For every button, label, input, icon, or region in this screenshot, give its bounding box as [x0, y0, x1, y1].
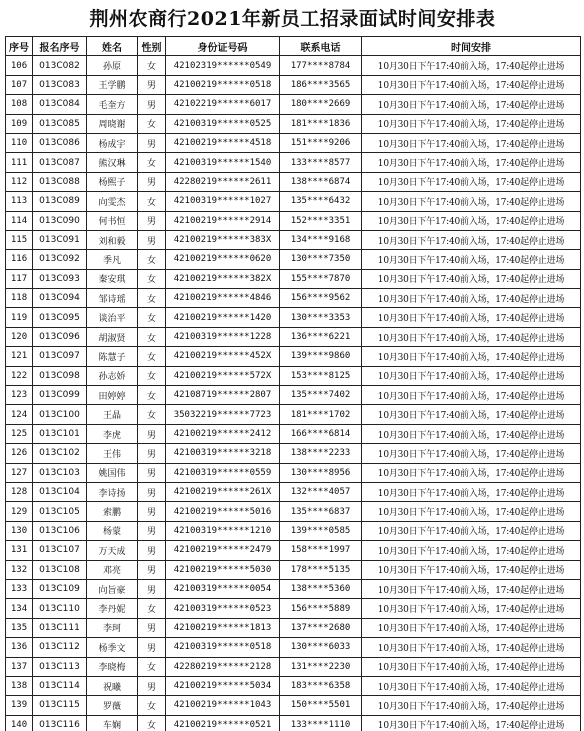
- cell-time: 10月30日下午17:40前入场，17:40起停止进场: [362, 114, 581, 133]
- cell-reg-no: 013C087: [33, 153, 87, 172]
- cell-id-number: 35032219******7723: [166, 405, 280, 424]
- cell-gender: 女: [138, 153, 166, 172]
- cell-time: 10月30日下午17:40前入场，17:40起停止进场: [362, 618, 581, 637]
- cell-name: 邓亮: [87, 560, 138, 579]
- table-row: [6, 230, 581, 249]
- cell-id-number: 42100219******261X: [166, 482, 280, 501]
- cell-reg-no: 013C100: [33, 405, 87, 424]
- cell-time: 10月30日下午17:40前入场，17:40起停止进场: [362, 153, 581, 172]
- cell-reg-no: 013C090: [33, 211, 87, 230]
- table-row: [6, 463, 581, 482]
- cell-id-number: 42100219******0521: [166, 715, 280, 731]
- cell-name: 周晓谢: [87, 114, 138, 133]
- cell-name: 向旨豪: [87, 579, 138, 598]
- cell-gender: 男: [138, 638, 166, 657]
- cell-phone: 135****6837: [280, 502, 362, 521]
- table-row: [6, 327, 581, 346]
- cell-reg-no: 013C084: [33, 95, 87, 114]
- table-row: [6, 715, 581, 731]
- table-row: [6, 386, 581, 405]
- cell-name: 王学鹏: [87, 75, 138, 94]
- cell-time: 10月30日下午17:40前入场，17:40起停止进场: [362, 366, 581, 385]
- cell-reg-no: 013C097: [33, 347, 87, 366]
- cell-seq: 121: [6, 347, 33, 366]
- cell-reg-no: 013C105: [33, 502, 87, 521]
- table-row: [6, 133, 581, 152]
- cell-time: 10月30日下午17:40前入场，17:40起停止进场: [362, 676, 581, 695]
- cell-gender: 男: [138, 676, 166, 695]
- cell-gender: 女: [138, 250, 166, 269]
- table-row: [6, 308, 581, 327]
- cell-time: 10月30日下午17:40前入场，17:40起停止进场: [362, 715, 581, 731]
- table-row: [6, 560, 581, 579]
- cell-seq: 135: [6, 618, 33, 637]
- cell-reg-no: 013C093: [33, 269, 87, 288]
- table-row: [6, 638, 581, 657]
- table-row: [6, 599, 581, 618]
- cell-reg-no: 013C089: [33, 192, 87, 211]
- cell-time: 10月30日下午17:40前入场，17:40起停止进场: [362, 95, 581, 114]
- cell-reg-no: 013C113: [33, 657, 87, 676]
- cell-name: 谈治平: [87, 308, 138, 327]
- table-row: [6, 192, 581, 211]
- cell-seq: 110: [6, 133, 33, 152]
- table-row: [6, 444, 581, 463]
- header-gender: 性别: [138, 37, 166, 56]
- cell-gender: 男: [138, 618, 166, 637]
- table-row: [6, 676, 581, 695]
- cell-time: 10月30日下午17:40前入场，17:40起停止进场: [362, 541, 581, 560]
- table-row: [6, 95, 581, 114]
- table-row: [6, 211, 581, 230]
- cell-seq: 114: [6, 211, 33, 230]
- cell-time: 10月30日下午17:40前入场，17:40起停止进场: [362, 579, 581, 598]
- cell-phone: 130****3353: [280, 308, 362, 327]
- cell-id-number: 42100219******1043: [166, 696, 280, 715]
- cell-name: 王晶: [87, 405, 138, 424]
- table-row: [6, 424, 581, 443]
- cell-seq: 127: [6, 463, 33, 482]
- cell-seq: 128: [6, 482, 33, 501]
- cell-id-number: 42100219******5016: [166, 502, 280, 521]
- cell-seq: 140: [6, 715, 33, 731]
- cell-time: 10月30日下午17:40前入场，17:40起停止进场: [362, 75, 581, 94]
- cell-time: 10月30日下午17:40前入场，17:40起停止进场: [362, 327, 581, 346]
- cell-time: 10月30日下午17:40前入场，17:40起停止进场: [362, 444, 581, 463]
- cell-id-number: 42100219******572X: [166, 366, 280, 385]
- cell-id-number: 42100219******2479: [166, 541, 280, 560]
- cell-name: 李珂: [87, 618, 138, 637]
- cell-phone: 135****6432: [280, 192, 362, 211]
- cell-gender: 男: [138, 230, 166, 249]
- cell-name: 孙原: [87, 56, 138, 75]
- cell-id-number: 42102319******0549: [166, 56, 280, 75]
- table-row: [6, 56, 581, 75]
- header-phone: 联系电话: [280, 37, 362, 56]
- header-id-number: 身份证号码: [166, 37, 280, 56]
- cell-gender: 女: [138, 386, 166, 405]
- cell-time: 10月30日下午17:40前入场，17:40起停止进场: [362, 56, 581, 75]
- cell-phone: 130****6033: [280, 638, 362, 657]
- table-row: [6, 172, 581, 191]
- cell-time: 10月30日下午17:40前入场，17:40起停止进场: [362, 560, 581, 579]
- cell-gender: 男: [138, 541, 166, 560]
- table-row: [6, 75, 581, 94]
- cell-seq: 138: [6, 676, 33, 695]
- cell-gender: 女: [138, 715, 166, 731]
- cell-gender: 男: [138, 560, 166, 579]
- table-row: [6, 347, 581, 366]
- cell-time: 10月30日下午17:40前入场，17:40起停止进场: [362, 405, 581, 424]
- cell-name: 李晓梅: [87, 657, 138, 676]
- cell-seq: 119: [6, 308, 33, 327]
- cell-gender: 男: [138, 211, 166, 230]
- cell-time: 10月30日下午17:40前入场，17:40起停止进场: [362, 250, 581, 269]
- table-row: [6, 618, 581, 637]
- cell-gender: 男: [138, 463, 166, 482]
- cell-phone: 138****2233: [280, 444, 362, 463]
- cell-gender: 男: [138, 502, 166, 521]
- cell-reg-no: 013C091: [33, 230, 87, 249]
- cell-seq: 112: [6, 172, 33, 191]
- cell-reg-no: 013C101: [33, 424, 87, 443]
- cell-time: 10月30日下午17:40前入场，17:40起停止进场: [362, 657, 581, 676]
- header-time: 时间安排: [362, 37, 581, 56]
- cell-name: 熊汉琳: [87, 153, 138, 172]
- cell-name: 陈慧子: [87, 347, 138, 366]
- cell-phone: 151****9206: [280, 133, 362, 152]
- cell-seq: 113: [6, 192, 33, 211]
- cell-reg-no: 013C107: [33, 541, 87, 560]
- cell-name: 杨熙子: [87, 172, 138, 191]
- cell-reg-no: 013C115: [33, 696, 87, 715]
- cell-name: 邹诗瑶: [87, 289, 138, 308]
- cell-reg-no: 013C099: [33, 386, 87, 405]
- cell-name: 姚国伟: [87, 463, 138, 482]
- cell-gender: 女: [138, 308, 166, 327]
- cell-id-number: 42100319******1228: [166, 327, 280, 346]
- cell-gender: 男: [138, 95, 166, 114]
- cell-id-number: 42100219******0620: [166, 250, 280, 269]
- cell-reg-no: 013C092: [33, 250, 87, 269]
- table-row: [6, 405, 581, 424]
- cell-gender: 男: [138, 444, 166, 463]
- table-row: [6, 250, 581, 269]
- cell-reg-no: 013C082: [33, 56, 87, 75]
- cell-phone: 180****2669: [280, 95, 362, 114]
- cell-phone: 130****8956: [280, 463, 362, 482]
- cell-seq: 126: [6, 444, 33, 463]
- cell-reg-no: 013C088: [33, 172, 87, 191]
- cell-seq: 139: [6, 696, 33, 715]
- cell-id-number: 42100319******0518: [166, 638, 280, 657]
- cell-id-number: 42100319******0559: [166, 463, 280, 482]
- interview-schedule-table: [5, 36, 581, 731]
- cell-phone: 183****6358: [280, 676, 362, 695]
- cell-time: 10月30日下午17:40前入场，17:40起停止进场: [362, 424, 581, 443]
- table-row: [6, 289, 581, 308]
- cell-name: 罗薇: [87, 696, 138, 715]
- cell-phone: 158****1997: [280, 541, 362, 560]
- cell-phone: 133****1110: [280, 715, 362, 731]
- cell-id-number: 42100219******4518: [166, 133, 280, 152]
- cell-time: 10月30日下午17:40前入场，17:40起停止进场: [362, 599, 581, 618]
- cell-id-number: 42280219******2611: [166, 172, 280, 191]
- table-row: [6, 657, 581, 676]
- cell-phone: 166****6814: [280, 424, 362, 443]
- cell-name: 万天成: [87, 541, 138, 560]
- cell-gender: 女: [138, 657, 166, 676]
- cell-phone: 131****2230: [280, 657, 362, 676]
- cell-gender: 男: [138, 482, 166, 501]
- cell-phone: 134****9168: [280, 230, 362, 249]
- cell-seq: 122: [6, 366, 33, 385]
- cell-phone: 155****7870: [280, 269, 362, 288]
- cell-time: 10月30日下午17:40前入场，17:40起停止进场: [362, 192, 581, 211]
- page-title: 荆州农商行2021年新员工招录面试时间安排表: [89, 8, 496, 30]
- cell-seq: 133: [6, 579, 33, 598]
- cell-seq: 109: [6, 114, 33, 133]
- cell-reg-no: 013C085: [33, 114, 87, 133]
- cell-time: 10月30日下午17:40前入场，17:40起停止进场: [362, 211, 581, 230]
- cell-id-number: 42100219******383X: [166, 230, 280, 249]
- cell-phone: 137****2680: [280, 618, 362, 637]
- cell-id-number: 42100219******1813: [166, 618, 280, 637]
- cell-gender: 女: [138, 696, 166, 715]
- cell-id-number: 42100219******452X: [166, 347, 280, 366]
- cell-name: 杨季文: [87, 638, 138, 657]
- cell-phone: 139****0585: [280, 521, 362, 540]
- cell-reg-no: 013C116: [33, 715, 87, 731]
- cell-time: 10月30日下午17:40前入场，17:40起停止进场: [362, 230, 581, 249]
- cell-gender: 女: [138, 599, 166, 618]
- table-row: [6, 521, 581, 540]
- cell-reg-no: 013C112: [33, 638, 87, 657]
- cell-phone: 181****1702: [280, 405, 362, 424]
- cell-name: 田婷婷: [87, 386, 138, 405]
- cell-gender: 男: [138, 521, 166, 540]
- header-seq: 序号: [6, 37, 33, 56]
- table-row: [6, 482, 581, 501]
- cell-reg-no: 013C111: [33, 618, 87, 637]
- table-header-row: [6, 37, 581, 56]
- cell-gender: 女: [138, 347, 166, 366]
- cell-seq: 117: [6, 269, 33, 288]
- cell-gender: 女: [138, 192, 166, 211]
- cell-name: 孙志娇: [87, 366, 138, 385]
- cell-reg-no: 013C098: [33, 366, 87, 385]
- cell-name: 王伟: [87, 444, 138, 463]
- cell-name: 索鹏: [87, 502, 138, 521]
- cell-name: 毛奎方: [87, 95, 138, 114]
- cell-gender: 男: [138, 424, 166, 443]
- cell-reg-no: 013C110: [33, 599, 87, 618]
- cell-id-number: 42100219******5030: [166, 560, 280, 579]
- table-row: [6, 502, 581, 521]
- cell-reg-no: 013C095: [33, 308, 87, 327]
- cell-id-number: 42100319******0525: [166, 114, 280, 133]
- cell-time: 10月30日下午17:40前入场，17:40起停止进场: [362, 386, 581, 405]
- cell-phone: 138****5360: [280, 579, 362, 598]
- cell-id-number: 42100319******1027: [166, 192, 280, 211]
- cell-seq: 123: [6, 386, 33, 405]
- cell-phone: 138****6874: [280, 172, 362, 191]
- cell-seq: 131: [6, 541, 33, 560]
- header-reg-no: 报名序号: [33, 37, 87, 56]
- cell-reg-no: 013C086: [33, 133, 87, 152]
- cell-id-number: 42100319******0054: [166, 579, 280, 598]
- cell-phone: 178****5135: [280, 560, 362, 579]
- cell-seq: 130: [6, 521, 33, 540]
- cell-phone: 156****5889: [280, 599, 362, 618]
- cell-seq: 132: [6, 560, 33, 579]
- cell-gender: 女: [138, 114, 166, 133]
- cell-id-number: 42100219******382X: [166, 269, 280, 288]
- cell-phone: 156****9562: [280, 289, 362, 308]
- table-row: [6, 269, 581, 288]
- cell-seq: 118: [6, 289, 33, 308]
- cell-seq: 134: [6, 599, 33, 618]
- cell-time: 10月30日下午17:40前入场，17:40起停止进场: [362, 133, 581, 152]
- cell-time: 10月30日下午17:40前入场，17:40起停止进场: [362, 289, 581, 308]
- table-row: [6, 153, 581, 172]
- cell-id-number: 42100219******1420: [166, 308, 280, 327]
- cell-name: 何书恒: [87, 211, 138, 230]
- cell-phone: 130****7350: [280, 250, 362, 269]
- cell-gender: 女: [138, 327, 166, 346]
- cell-phone: 150****5501: [280, 696, 362, 715]
- cell-phone: 132****4057: [280, 482, 362, 501]
- cell-name: 季凡: [87, 250, 138, 269]
- cell-name: 胡淑贤: [87, 327, 138, 346]
- cell-seq: 125: [6, 424, 33, 443]
- cell-phone: 135****7402: [280, 386, 362, 405]
- cell-gender: 男: [138, 133, 166, 152]
- cell-name: 车娴: [87, 715, 138, 731]
- cell-reg-no: 013C114: [33, 676, 87, 695]
- cell-reg-no: 013C102: [33, 444, 87, 463]
- cell-phone: 177****8784: [280, 56, 362, 75]
- cell-time: 10月30日下午17:40前入场，17:40起停止进场: [362, 347, 581, 366]
- table-body: [6, 56, 581, 731]
- table-row: [6, 366, 581, 385]
- cell-id-number: 42100219******2914: [166, 211, 280, 230]
- cell-gender: 女: [138, 269, 166, 288]
- cell-gender: 女: [138, 366, 166, 385]
- cell-name: 李丹妮: [87, 599, 138, 618]
- cell-time: 10月30日下午17:40前入场，17:40起停止进场: [362, 521, 581, 540]
- cell-seq: 115: [6, 230, 33, 249]
- cell-phone: 139****9860: [280, 347, 362, 366]
- cell-reg-no: 013C096: [33, 327, 87, 346]
- cell-name: 向雯杰: [87, 192, 138, 211]
- cell-seq: 120: [6, 327, 33, 346]
- cell-seq: 137: [6, 657, 33, 676]
- cell-id-number: 42100219******2412: [166, 424, 280, 443]
- cell-name: 秦安琪: [87, 269, 138, 288]
- cell-phone: 153****8125: [280, 366, 362, 385]
- cell-gender: 男: [138, 172, 166, 191]
- cell-seq: 108: [6, 95, 33, 114]
- cell-id-number: 42108719******2807: [166, 386, 280, 405]
- cell-id-number: 42100319******1540: [166, 153, 280, 172]
- cell-seq: 111: [6, 153, 33, 172]
- cell-id-number: 42100319******1210: [166, 521, 280, 540]
- cell-id-number: 42100219******0518: [166, 75, 280, 94]
- cell-id-number: 42100319******0523: [166, 599, 280, 618]
- cell-reg-no: 013C094: [33, 289, 87, 308]
- cell-name: 祝曦: [87, 676, 138, 695]
- cell-id-number: 42100219******5034: [166, 676, 280, 695]
- cell-reg-no: 013C083: [33, 75, 87, 94]
- cell-gender: 男: [138, 75, 166, 94]
- cell-phone: 186****3565: [280, 75, 362, 94]
- cell-time: 10月30日下午17:40前入场，17:40起停止进场: [362, 269, 581, 288]
- cell-time: 10月30日下午17:40前入场，17:40起停止进场: [362, 502, 581, 521]
- cell-gender: 男: [138, 579, 166, 598]
- cell-phone: 181****1836: [280, 114, 362, 133]
- cell-name: 李虎: [87, 424, 138, 443]
- cell-gender: 女: [138, 56, 166, 75]
- cell-seq: 136: [6, 638, 33, 657]
- table-row: [6, 696, 581, 715]
- table-row: [6, 541, 581, 560]
- cell-id-number: 42100319******3218: [166, 444, 280, 463]
- cell-seq: 106: [6, 56, 33, 75]
- cell-name: 李诗扬: [87, 482, 138, 501]
- cell-id-number: 42100219******4846: [166, 289, 280, 308]
- cell-reg-no: 013C104: [33, 482, 87, 501]
- cell-reg-no: 013C109: [33, 579, 87, 598]
- cell-seq: 116: [6, 250, 33, 269]
- cell-name: 杨成宇: [87, 133, 138, 152]
- cell-time: 10月30日下午17:40前入场，17:40起停止进场: [362, 308, 581, 327]
- cell-phone: 152****3351: [280, 211, 362, 230]
- cell-seq: 107: [6, 75, 33, 94]
- cell-time: 10月30日下午17:40前入场，17:40起停止进场: [362, 172, 581, 191]
- table-row: [6, 114, 581, 133]
- table-row: [6, 579, 581, 598]
- cell-phone: 136****6221: [280, 327, 362, 346]
- cell-time: 10月30日下午17:40前入场，17:40起停止进场: [362, 696, 581, 715]
- cell-id-number: 42280219******2128: [166, 657, 280, 676]
- cell-time: 10月30日下午17:40前入场，17:40起停止进场: [362, 638, 581, 657]
- cell-gender: 女: [138, 405, 166, 424]
- cell-phone: 133****8577: [280, 153, 362, 172]
- cell-gender: 女: [138, 289, 166, 308]
- cell-name: 杨蒙: [87, 521, 138, 540]
- cell-id-number: 42102219******6017: [166, 95, 280, 114]
- cell-seq: 129: [6, 502, 33, 521]
- cell-reg-no: 013C106: [33, 521, 87, 540]
- cell-name: 刘和毅: [87, 230, 138, 249]
- cell-time: 10月30日下午17:40前入场，17:40起停止进场: [362, 482, 581, 501]
- cell-reg-no: 013C108: [33, 560, 87, 579]
- cell-seq: 124: [6, 405, 33, 424]
- header-name: 姓名: [87, 37, 138, 56]
- cell-time: 10月30日下午17:40前入场，17:40起停止进场: [362, 463, 581, 482]
- cell-reg-no: 013C103: [33, 463, 87, 482]
